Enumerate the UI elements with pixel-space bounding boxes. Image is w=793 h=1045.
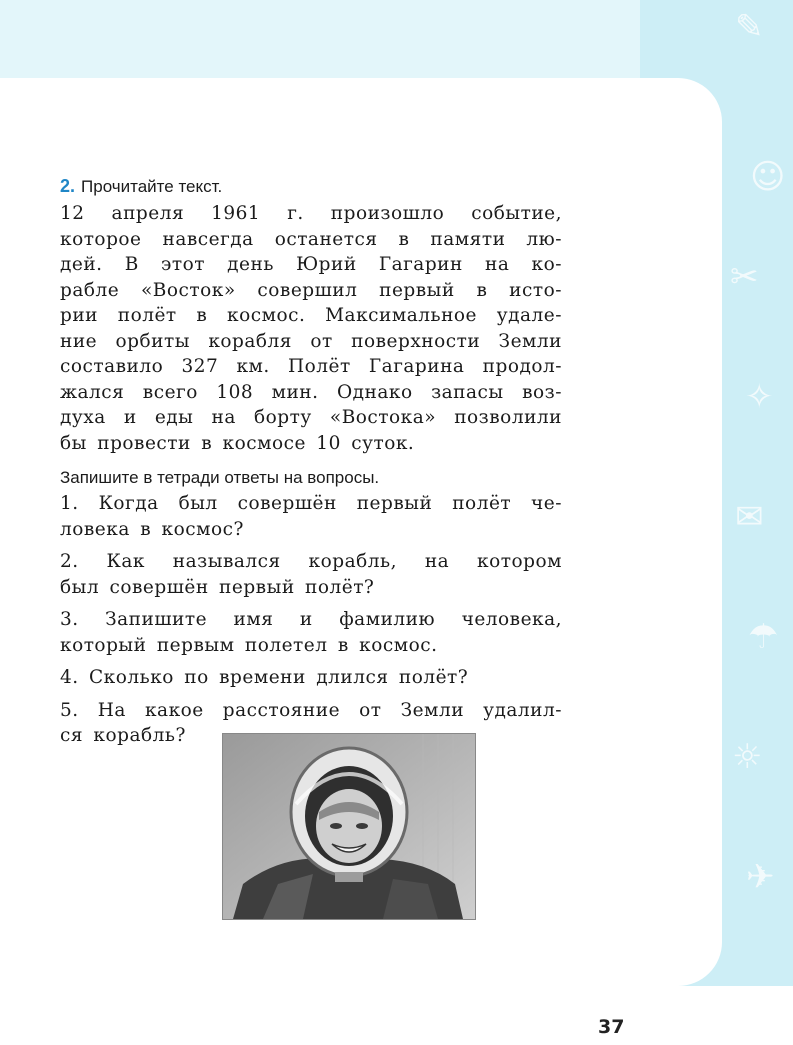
question-line: 3. Запишите имя и фамилию человека, [60, 609, 562, 630]
doodle-icon: ✂ [730, 257, 759, 297]
doodle-icon: ☺ [750, 157, 786, 197]
passage-line: 12 апреля 1961 г. произошло событие, [60, 203, 562, 224]
doodle-icon: ✈ [746, 857, 775, 897]
question-line: 4. Сколько по времени длился полёт? [60, 667, 469, 688]
question-item [60, 665, 562, 691]
question-line: 5. На какое расстояние от Земли удалил- [60, 699, 562, 721]
question-line: 2. Как назывался корабль, на котором [60, 551, 562, 572]
passage-line: духа и еды на борту «Востока» позволили [60, 407, 562, 428]
passage-line: составило 327 км. Полёт Гагарина продол- [60, 356, 562, 377]
instruction-text: Запишите в тетради ответы на вопросы. [60, 468, 380, 487]
cosmonaut-photo [222, 733, 476, 920]
passage-line: бы провести в космосе 10 суток. [60, 432, 415, 454]
passage-line: жался всего 108 мин. Однако запасы воз- [60, 381, 562, 403]
question-item [60, 549, 562, 600]
doodle-icon: ✎ [735, 7, 764, 47]
question-item [60, 491, 562, 542]
passage-line: дей. В этот день Юрий Гагарин на ко- [60, 254, 562, 275]
question-line: который первым полетел в космос. [60, 634, 438, 656]
top-band [0, 0, 640, 78]
question-line: ся корабль? [60, 725, 186, 746]
bottom-strip [0, 986, 793, 1045]
task-block [60, 176, 562, 756]
cosmonaut-portrait-icon [223, 734, 475, 919]
page-number: 37 [598, 1016, 625, 1038]
question-line: был совершён первый полёт? [60, 576, 375, 598]
passage-line: ние орбиты корабля от поверхности Земли [60, 330, 562, 352]
passage-line: рабле «Восток» совершил первый в исто- [60, 279, 562, 301]
doodle-icon: ✉ [735, 497, 764, 537]
task-heading [60, 176, 562, 197]
question-item [60, 607, 562, 658]
doodle-icon: ☼ [732, 737, 763, 777]
passage-line: которое навсегда останется в памяти лю- [60, 228, 562, 250]
questions-list [60, 491, 562, 749]
task-number: 2. [60, 176, 76, 196]
doodle-icon: ☂ [748, 617, 779, 657]
reading-passage [60, 201, 562, 456]
question-line: 1. Когда был совершён первый полёт че- [60, 493, 562, 514]
passage-line: рии полёт в космос. Максимальное удале- [60, 305, 562, 326]
question-line: ловека в космос? [60, 518, 244, 540]
doodle-icon: ✧ [745, 377, 774, 417]
task-title: Прочитайте текст. [81, 177, 223, 196]
